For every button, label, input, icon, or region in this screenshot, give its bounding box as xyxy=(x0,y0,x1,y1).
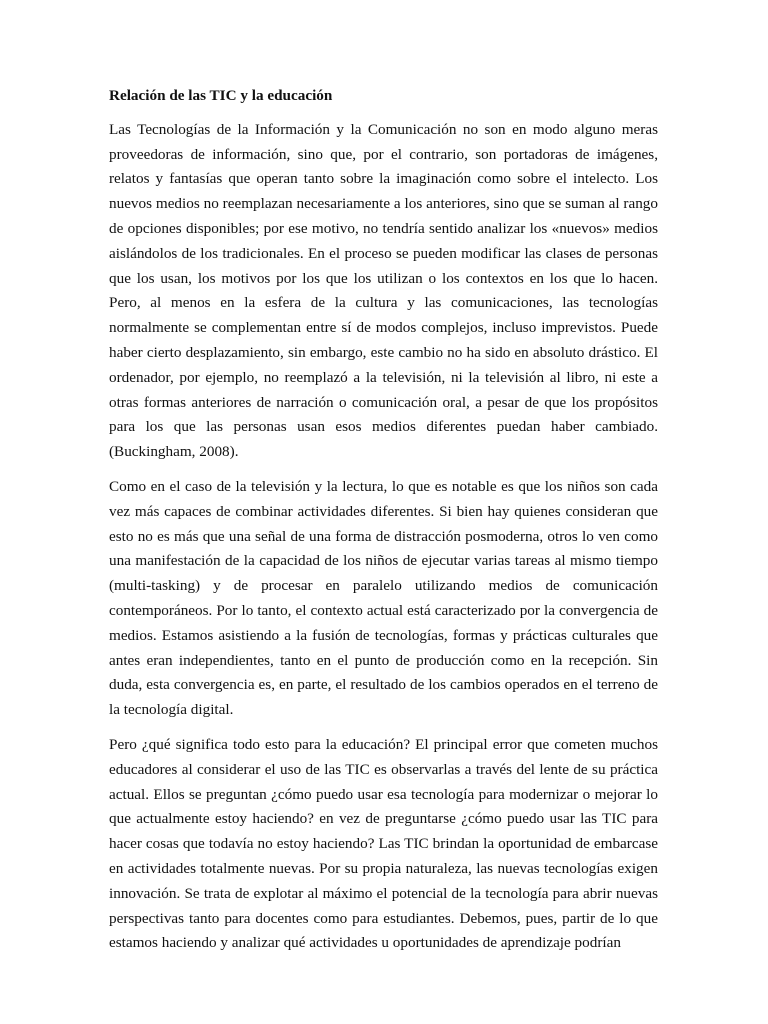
paragraph-2: Como en el caso de la televisión y la lectura, lo que es notable es que los niños son cada vez más capaces de combinar actividades diferentes. Si bien hay quienes consideran que esto no es más que una señal de una forma de distracción posmoderna, otros lo ven como una manifestación de la capacidad de los niños de ejecutar varias tareas al mismo tiempo (multi-tasking) y de procesar en paralelo utilizando medios de comunicación contemporáneos. Por lo tanto, el contexto actual está caracterizado por la convergencia de medios. Estamos asistiendo a la fusión de tecnologías, formas y prácticas culturales que antes eran independientes, tanto en el punto de producción como en la recepción. Sin duda, esta convergencia es, en parte, el resultado de los cambios operados en el terreno de la tecnología digital. xyxy=(109,477,658,719)
paragraph-3: Pero ¿qué significa todo esto para la educación? El principal error que cometen muchos educadores al considerar el uso de las TIC es observarlas a través del lente de su práctica actual. Ellos se preguntan ¿cómo puedo usar esa tecnología para modernizar o mejorar lo que actualmente estoy haciendo? en vez de preguntarse ¿cómo puedo usar las TIC para hacer cosas que todavía no estoy haciendo? Las TIC brindan la oportunidad de embarcase en actividades totalmente nuevas. Por su propia naturaleza, las nuevas tecnologías exigen innovación. Se trata de explotar al máximo el potencial de la tecnología para abrir nuevas perspectivas tanto para docentes como para estudiantes. Debemos, pues, partir de lo que estamos haciendo y analizar qué actividades u oportunidades de aprendizaje podrían xyxy=(109,735,658,952)
document-title: Relación de las TIC y la educación xyxy=(109,87,333,104)
paragraph-1: Las Tecnologías de la Información y la Comunicación no son en modo alguno meras proveedoras de información, sino que, por el contrario, son portadoras de imágenes, relatos y fantasías que operan tanto sobre la imaginación como sobre el intelecto. Los nuevos medios no reemplazan necesariamente a los anteriores, sino que se suman al rango de opciones disponibles; por ese motivo, no tendría sentido analizar los «nuevos» medios aislándolos de los tradicionales. En el proceso se pueden modificar las clases de personas que los usan, los motivos por los que los utilizan o los contextos en los que lo hacen. Pero, al menos en la esfera de la cultura y las comunicaciones, las tecnologías normalmente se complementan entre sí de modos complejos, incluso imprevistos. Puede haber cierto desplazamiento, sin embargo, este cambio no ha sido en absoluto drástico. El ordenador, por ejemplo, no reemplazó a la televisión, ni la televisión al libro, ni este a otras formas anteriores de narración o comunicación oral, a pesar de que los propósitos para los que las personas usan esos medios diferentes puedan haber cambiado. (Buckingham, 2008). xyxy=(109,120,658,461)
document-body xyxy=(109,84,658,966)
